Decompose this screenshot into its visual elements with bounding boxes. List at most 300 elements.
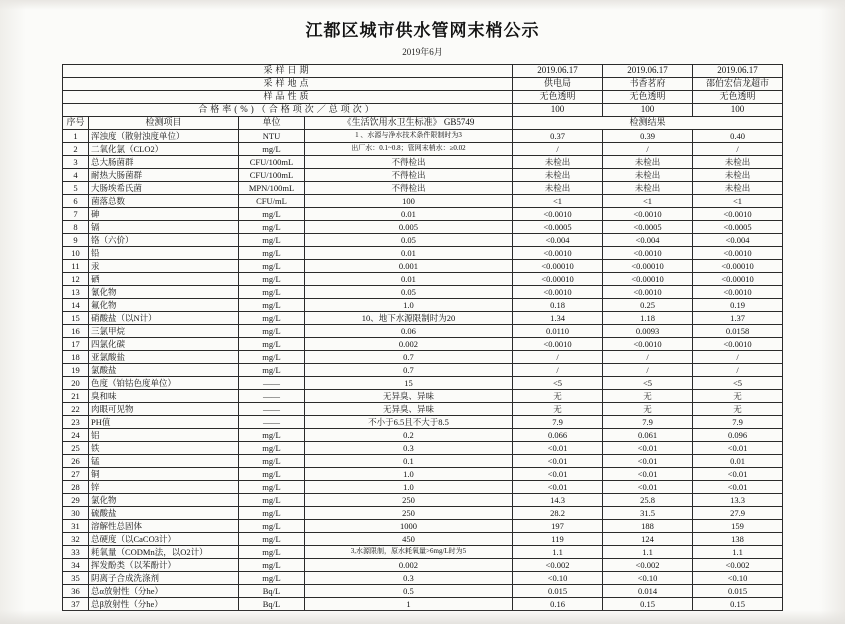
row-standard: 不得检出 (304, 182, 512, 195)
row-unit: mg/L (238, 351, 304, 364)
row-item-name: 亚氯酸盐 (88, 351, 238, 364)
row-result-3: 未检出 (693, 169, 783, 182)
row-result-2: <0.002 (603, 559, 693, 572)
page-subtitle: 2019年6月 (402, 47, 443, 57)
row-result-1: / (513, 143, 603, 156)
row-result-1: 0.066 (513, 429, 603, 442)
column-header-row (62, 117, 782, 130)
row-unit: mg/L (238, 312, 304, 325)
pass-rate-3: 100 (693, 104, 783, 117)
row-item-name: 氰化物 (88, 286, 238, 299)
table-row (62, 195, 782, 208)
table-row (62, 377, 782, 390)
row-standard: 100 (304, 195, 512, 208)
sampling-date-3: 2019.06.17 (693, 65, 783, 78)
row-standard: 不小于6.5且不大于8.5 (304, 416, 512, 429)
row-standard: 250 (304, 507, 512, 520)
row-result-2: 1.18 (603, 312, 693, 325)
row-unit: —— (238, 377, 304, 390)
row-index: 8 (62, 221, 88, 234)
row-unit: mg/L (238, 442, 304, 455)
row-item-name: 硝酸盐（以N计） (88, 312, 238, 325)
row-index: 23 (62, 416, 88, 429)
row-result-1: <0.0010 (513, 247, 603, 260)
table-row (62, 416, 782, 429)
row-standard: 0.5 (304, 585, 512, 598)
row-item-name: 色度（铂钴色度单位） (88, 377, 238, 390)
row-result-2: 1.1 (603, 546, 693, 559)
row-unit: Bq/L (238, 585, 304, 598)
row-result-1: 0.37 (513, 130, 603, 143)
row-unit: mg/L (238, 325, 304, 338)
row-unit: —— (238, 390, 304, 403)
row-index: 28 (62, 481, 88, 494)
row-index: 29 (62, 494, 88, 507)
table-row (62, 234, 782, 247)
table-row (62, 273, 782, 286)
row-unit: mg/L (238, 481, 304, 494)
row-result-1: <5 (513, 377, 603, 390)
row-standard: 1.0 (304, 481, 512, 494)
row-index: 25 (62, 442, 88, 455)
row-result-3: <0.10 (693, 572, 783, 585)
row-index: 1 (62, 130, 88, 143)
table-row (62, 442, 782, 455)
header-row-sample-nature (62, 91, 782, 104)
row-standard: 0.01 (304, 208, 512, 221)
row-index: 24 (62, 429, 88, 442)
row-result-2: <0.0010 (603, 247, 693, 260)
row-index: 3 (62, 156, 88, 169)
row-unit: mg/L (238, 299, 304, 312)
row-item-name: PH值 (88, 416, 238, 429)
row-unit: mg/L (238, 455, 304, 468)
row-result-3: 7.9 (693, 416, 783, 429)
table-row (62, 455, 782, 468)
row-standard: 450 (304, 533, 512, 546)
col-header-unit: 单位 (238, 117, 304, 130)
row-result-3: 0.15 (693, 598, 783, 611)
row-result-2: 124 (603, 533, 693, 546)
row-standard: 0.06 (304, 325, 512, 338)
page-shadow-bottom (0, 610, 845, 624)
row-standard: 不得检出 (304, 156, 512, 169)
row-result-3: 138 (693, 533, 783, 546)
row-item-name: 阴离子合成洗涤剂 (88, 572, 238, 585)
row-result-2: 7.9 (603, 416, 693, 429)
row-item-name: 臭和味 (88, 390, 238, 403)
sample-nature-2: 无色透明 (603, 91, 693, 104)
row-result-3: 0.19 (693, 299, 783, 312)
row-item-name: 铜 (88, 468, 238, 481)
row-result-1: <0.01 (513, 455, 603, 468)
row-unit: CFU/100mL (238, 169, 304, 182)
row-result-2: <0.0005 (603, 221, 693, 234)
row-result-1: / (513, 364, 603, 377)
row-item-name: 总硬度（以CaCO3计） (88, 533, 238, 546)
row-result-3: <0.01 (693, 481, 783, 494)
row-result-1: 未检出 (513, 169, 603, 182)
row-result-1: <1 (513, 195, 603, 208)
row-unit: mg/L (238, 247, 304, 260)
row-index: 37 (62, 598, 88, 611)
row-result-3: 0.096 (693, 429, 783, 442)
row-index: 5 (62, 182, 88, 195)
row-unit: mg/L (238, 559, 304, 572)
row-standard: 0.005 (304, 221, 512, 234)
row-unit: mg/L (238, 260, 304, 273)
row-standard: 0.3 (304, 572, 512, 585)
row-standard: 1000 (304, 520, 512, 533)
row-unit: CFU/mL (238, 195, 304, 208)
row-result-2: 0.061 (603, 429, 693, 442)
table-row (62, 572, 782, 585)
header-row-sampling-date (62, 65, 782, 78)
row-result-1: 1.1 (513, 546, 603, 559)
row-item-name: 氯化物 (88, 494, 238, 507)
row-result-3: 1.1 (693, 546, 783, 559)
row-index: 19 (62, 364, 88, 377)
row-result-2: 未检出 (603, 182, 693, 195)
row-index: 13 (62, 286, 88, 299)
pass-rate-1: 100 (513, 104, 603, 117)
row-standard: 无异臭、异味 (304, 403, 512, 416)
row-result-3: 27.9 (693, 507, 783, 520)
row-unit: mg/L (238, 338, 304, 351)
row-result-1: 0.0110 (513, 325, 603, 338)
row-result-1: 未检出 (513, 182, 603, 195)
row-result-3: 159 (693, 520, 783, 533)
row-item-name: 铬（六价） (88, 234, 238, 247)
row-index: 20 (62, 377, 88, 390)
row-index: 14 (62, 299, 88, 312)
row-result-1: <0.0010 (513, 338, 603, 351)
table-row (62, 221, 782, 234)
row-index: 15 (62, 312, 88, 325)
row-result-1: 无 (513, 403, 603, 416)
row-unit: CFU/100mL (238, 156, 304, 169)
row-unit: mg/L (238, 494, 304, 507)
header-label-sample-nature: 样品性质 (62, 91, 512, 104)
table-row (62, 364, 782, 377)
col-header-standard: 《生活饮用水卫生标准》 GB5749 (304, 117, 512, 130)
page-edge-right (819, 0, 845, 624)
row-item-name: 耗氧量（CODMn法，以O2计） (88, 546, 238, 559)
row-unit: mg/L (238, 208, 304, 221)
table-row (62, 585, 782, 598)
row-result-2: <0.004 (603, 234, 693, 247)
row-result-3: <0.0010 (693, 247, 783, 260)
row-result-1: 0.16 (513, 598, 603, 611)
header-label-pass-rate: 合格率(%)（合格项次／总项次） (62, 104, 512, 117)
row-item-name: 总β放射性（分he） (88, 598, 238, 611)
row-index: 34 (62, 559, 88, 572)
row-result-3: 13.3 (693, 494, 783, 507)
row-standard: 0.7 (304, 351, 512, 364)
row-index: 17 (62, 338, 88, 351)
row-unit: NTU (238, 130, 304, 143)
row-item-name: 铝 (88, 429, 238, 442)
table-row (62, 494, 782, 507)
row-result-1: 119 (513, 533, 603, 546)
table-row (62, 533, 782, 546)
table-row (62, 338, 782, 351)
row-result-2: 未检出 (603, 169, 693, 182)
row-result-1: <0.01 (513, 468, 603, 481)
row-standard: 250 (304, 494, 512, 507)
page-shadow-top (0, 0, 845, 10)
row-result-1: / (513, 351, 603, 364)
row-result-1: 无 (513, 390, 603, 403)
row-result-2: / (603, 364, 693, 377)
row-item-name: 氟化物 (88, 299, 238, 312)
row-result-3: 0.0158 (693, 325, 783, 338)
row-result-3: 1.37 (693, 312, 783, 325)
row-result-1: <0.002 (513, 559, 603, 572)
row-result-2: 0.0093 (603, 325, 693, 338)
row-item-name: 肉眼可见物 (88, 403, 238, 416)
sample-nature-3: 无色透明 (693, 91, 783, 104)
table-row (62, 169, 782, 182)
row-item-name: 浑浊度（散射浊度单位） (88, 130, 238, 143)
row-standard: 1.0 (304, 468, 512, 481)
row-result-3: 0.015 (693, 585, 783, 598)
row-result-1: 28.2 (513, 507, 603, 520)
row-result-1: 0.015 (513, 585, 603, 598)
row-standard: 1 (304, 598, 512, 611)
row-index: 36 (62, 585, 88, 598)
row-result-2: 无 (603, 403, 693, 416)
row-result-2: 25.8 (603, 494, 693, 507)
header-row-pass-rate (62, 104, 782, 117)
row-result-2: 未检出 (603, 156, 693, 169)
row-item-name: 大肠埃希氏菌 (88, 182, 238, 195)
table-row (62, 312, 782, 325)
row-item-name: 溶解性总固体 (88, 520, 238, 533)
row-item-name: 总大肠菌群 (88, 156, 238, 169)
row-item-name: 汞 (88, 260, 238, 273)
row-result-2: <0.00010 (603, 260, 693, 273)
row-standard: 1.0 (304, 299, 512, 312)
row-item-name: 镉 (88, 221, 238, 234)
table-row (62, 351, 782, 364)
row-unit: Bq/L (238, 598, 304, 611)
table-row (62, 325, 782, 338)
row-unit: mg/L (238, 520, 304, 533)
row-standard: 3,水源限制，原水耗氧量>6mg/L时为5 (304, 546, 512, 559)
col-header-index: 序号 (62, 117, 88, 130)
row-result-2: 31.5 (603, 507, 693, 520)
table-row (62, 546, 782, 559)
table-row (62, 208, 782, 221)
row-result-2: 0.25 (603, 299, 693, 312)
row-standard: 0.001 (304, 260, 512, 273)
table-row (62, 598, 782, 611)
row-result-2: <0.01 (603, 481, 693, 494)
row-result-2: <0.0010 (603, 338, 693, 351)
row-result-3: <0.0010 (693, 338, 783, 351)
row-item-name: 铁 (88, 442, 238, 455)
row-unit: mg/L (238, 273, 304, 286)
row-result-1: <0.0010 (513, 286, 603, 299)
table-row (62, 481, 782, 494)
row-index: 32 (62, 533, 88, 546)
row-result-3: <0.00010 (693, 273, 783, 286)
pass-rate-2: 100 (603, 104, 693, 117)
row-index: 27 (62, 468, 88, 481)
row-index: 11 (62, 260, 88, 273)
row-unit: —— (238, 416, 304, 429)
header-label-sampling-site: 采样地点 (62, 78, 512, 91)
row-result-3: <1 (693, 195, 783, 208)
row-result-1: <0.00010 (513, 260, 603, 273)
row-result-3: <0.0010 (693, 286, 783, 299)
table-row (62, 468, 782, 481)
row-result-3: 0.01 (693, 455, 783, 468)
row-index: 16 (62, 325, 88, 338)
table-row (62, 390, 782, 403)
row-unit: MPN/100mL (238, 182, 304, 195)
row-result-1: 197 (513, 520, 603, 533)
table-row (62, 130, 782, 143)
row-standard: 0.1 (304, 455, 512, 468)
page-edge-left (0, 0, 26, 624)
row-standard: 不得检出 (304, 169, 512, 182)
row-standard: 0.05 (304, 234, 512, 247)
row-item-name: 氯酸盐 (88, 364, 238, 377)
table-row (62, 286, 782, 299)
page-title: 江都区城市供水管网末梢公示 (305, 21, 540, 40)
row-unit: mg/L (238, 533, 304, 546)
table-row (62, 182, 782, 195)
row-index: 31 (62, 520, 88, 533)
row-result-1: <0.0010 (513, 208, 603, 221)
row-result-3: 0.40 (693, 130, 783, 143)
row-unit: mg/L (238, 286, 304, 299)
row-result-1: <0.00010 (513, 273, 603, 286)
row-index: 26 (62, 455, 88, 468)
row-unit: mg/L (238, 468, 304, 481)
col-header-results: 检测结果 (513, 117, 783, 130)
row-result-3: 未检出 (693, 156, 783, 169)
row-result-3: <5 (693, 377, 783, 390)
table-row (62, 520, 782, 533)
row-index: 6 (62, 195, 88, 208)
row-result-3: <0.01 (693, 468, 783, 481)
row-item-name: 砷 (88, 208, 238, 221)
row-standard: 0.002 (304, 559, 512, 572)
table-body (62, 65, 782, 611)
row-result-2: 188 (603, 520, 693, 533)
row-result-2: <0.01 (603, 442, 693, 455)
row-result-1: 0.18 (513, 299, 603, 312)
row-index: 18 (62, 351, 88, 364)
row-result-3: / (693, 143, 783, 156)
row-result-2: <1 (603, 195, 693, 208)
table-row (62, 429, 782, 442)
row-result-2: <0.0010 (603, 286, 693, 299)
row-result-2: / (603, 351, 693, 364)
row-unit: mg/L (238, 429, 304, 442)
row-result-2: 0.014 (603, 585, 693, 598)
row-index: 10 (62, 247, 88, 260)
row-result-3: <0.002 (693, 559, 783, 572)
row-item-name: 二氧化氯（CLO2） (88, 143, 238, 156)
row-result-1: <0.004 (513, 234, 603, 247)
row-item-name: 硒 (88, 273, 238, 286)
water-quality-table (62, 64, 783, 611)
table-row (62, 156, 782, 169)
row-result-3: <0.00010 (693, 260, 783, 273)
row-standard: 出厂水：0.1~0.8；管网末梢水：≥0.02 (304, 143, 512, 156)
row-result-3: 未检出 (693, 182, 783, 195)
row-result-3: <0.0005 (693, 221, 783, 234)
row-result-2: <0.00010 (603, 273, 693, 286)
row-result-3: 无 (693, 403, 783, 416)
row-result-1: 未检出 (513, 156, 603, 169)
row-standard: 无异臭、异味 (304, 390, 512, 403)
row-unit: mg/L (238, 221, 304, 234)
row-result-1: 7.9 (513, 416, 603, 429)
table-row (62, 247, 782, 260)
row-result-2: <0.01 (603, 455, 693, 468)
row-result-2: / (603, 143, 693, 156)
col-header-item: 检测项目 (88, 117, 238, 130)
row-unit: mg/L (238, 234, 304, 247)
row-index: 22 (62, 403, 88, 416)
row-item-name: 锰 (88, 455, 238, 468)
row-standard: 0.05 (304, 286, 512, 299)
row-item-name: 四氯化碳 (88, 338, 238, 351)
row-item-name: 挥发酚类（以苯酚计） (88, 559, 238, 572)
sampling-site-3: 邵伯宏信龙超市 (693, 78, 783, 91)
row-result-1: 1.34 (513, 312, 603, 325)
row-result-2: 无 (603, 390, 693, 403)
row-result-1: 14.3 (513, 494, 603, 507)
row-result-1: <0.01 (513, 481, 603, 494)
sampling-date-1: 2019.06.17 (513, 65, 603, 78)
row-index: 21 (62, 390, 88, 403)
row-result-3: / (693, 351, 783, 364)
row-unit: mg/L (238, 546, 304, 559)
row-unit: mg/L (238, 364, 304, 377)
row-result-2: <0.10 (603, 572, 693, 585)
row-item-name: 菌落总数 (88, 195, 238, 208)
row-item-name: 三氯甲烷 (88, 325, 238, 338)
row-index: 2 (62, 143, 88, 156)
table-row (62, 299, 782, 312)
row-item-name: 铅 (88, 247, 238, 260)
row-item-name: 总α放射性（分he） (88, 585, 238, 598)
row-result-1: <0.01 (513, 442, 603, 455)
sampling-date-2: 2019.06.17 (603, 65, 693, 78)
table-row (62, 559, 782, 572)
row-unit: mg/L (238, 572, 304, 585)
row-result-3: / (693, 364, 783, 377)
row-index: 7 (62, 208, 88, 221)
row-result-2: <0.0010 (603, 208, 693, 221)
row-unit: mg/L (238, 507, 304, 520)
sample-nature-1: 无色透明 (513, 91, 603, 104)
row-standard: 0.3 (304, 442, 512, 455)
row-item-name: 硫酸盐 (88, 507, 238, 520)
sampling-site-2: 书香茗府 (603, 78, 693, 91)
row-result-2: 0.39 (603, 130, 693, 143)
row-index: 12 (62, 273, 88, 286)
header-row-sampling-site (62, 78, 782, 91)
row-result-1: <0.10 (513, 572, 603, 585)
table-row (62, 507, 782, 520)
